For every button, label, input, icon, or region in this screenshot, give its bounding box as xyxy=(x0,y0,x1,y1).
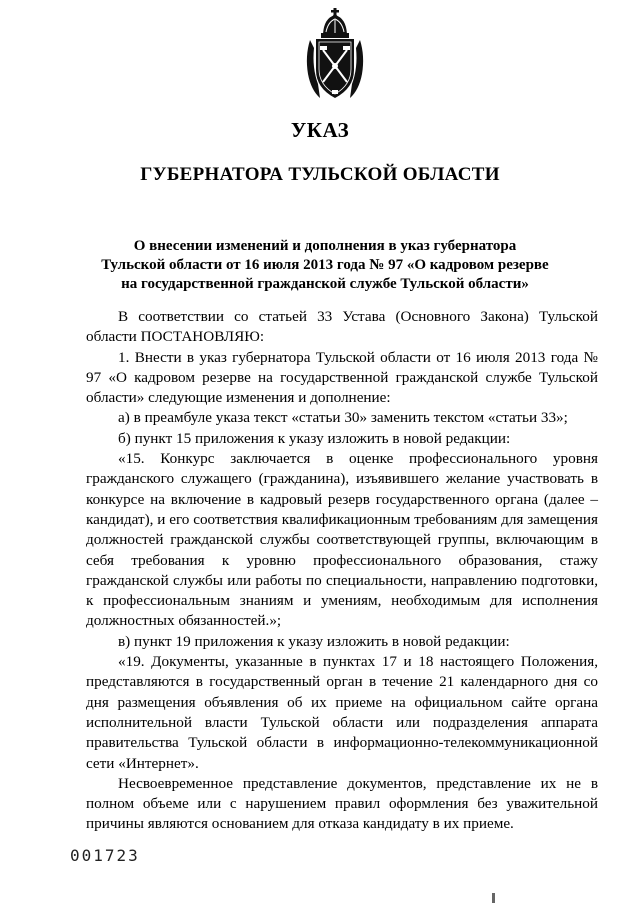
decree-subject xyxy=(60,237,590,294)
subject-line: на государственной гражданской службе Тульской области» xyxy=(121,276,529,292)
subject-line: Тульской области от 16 июля 2013 года № 97 «О кадровом резерве xyxy=(101,257,549,273)
subitem-b-paragraph: б) пункт 15 приложения к указу изложить в новой редакции: xyxy=(118,429,511,447)
coat-of-arms-emblem xyxy=(296,8,374,104)
item-1-paragraph: 1. Внести в указ губернатора Тульской области от 16 июля 2013 года № 97 «О кадровом резерве на государственной гражданской службе Тульской области» следующие изменения и дополнение: xyxy=(86,348,598,407)
document-title: УКАЗ xyxy=(290,118,350,142)
clause-19-paragraph: «19. Документы, указанные в пунктах 17 и 18 настоящего Положения, представляются в государственный орган в течение 21 календарного дня со дня размещения объявления об их приеме на официальном сайте органа исполнительной власти Тульской области или подразделения аппарата правительства Тульской области в информационно-телекоммуникационной сети «Интернет». xyxy=(86,653,598,772)
document-number: 001723 xyxy=(70,846,140,865)
subitem-a-paragraph: а) в преамбуле указа текст «статьи 30» заменить текстом «статьи 33»; xyxy=(118,409,568,427)
document-issuer: ГУБЕРНАТОРА ТУЛЬСКОЙ ОБЛАСТИ xyxy=(140,164,500,185)
clause-15-paragraph: «15. Конкурс заключается в оценке профессионального уровня гражданского служащего (гражданина), изъявившего желание участвовать в конкурсе на включение в кадровый резерв государственного органа (далее – кандидат), и его соответствия квалификационным требованиям для замещения должностей гражданской службы соответствующей группы, включающим в себя требования к уровню профессионального образования, стажу гражданской службы или работы по специальности, направлению подготовки, к профессиональным знаниям и умениям, необходимым для исполнения должностных обязанностей.»; xyxy=(86,450,598,630)
subitem-v-paragraph: в) пункт 19 приложения к указу изложить в новой редакции: xyxy=(118,632,510,650)
late-submission-paragraph: Несвоевременное представление документов, представление их не в полном объеме или с нарушением правил оформления без уважительной причины являются основанием для отказа кандидату в их приеме. xyxy=(86,774,598,833)
subject-line: О внесении изменений и дополнения в указ губернатора xyxy=(133,238,517,254)
decree-body xyxy=(86,307,598,835)
preamble-paragraph: В соответствии со статьей 33 Устава (Основного Закона) Тульской области ПОСТАНОВЛЯЮ: xyxy=(86,308,598,346)
scan-mark xyxy=(492,893,495,903)
